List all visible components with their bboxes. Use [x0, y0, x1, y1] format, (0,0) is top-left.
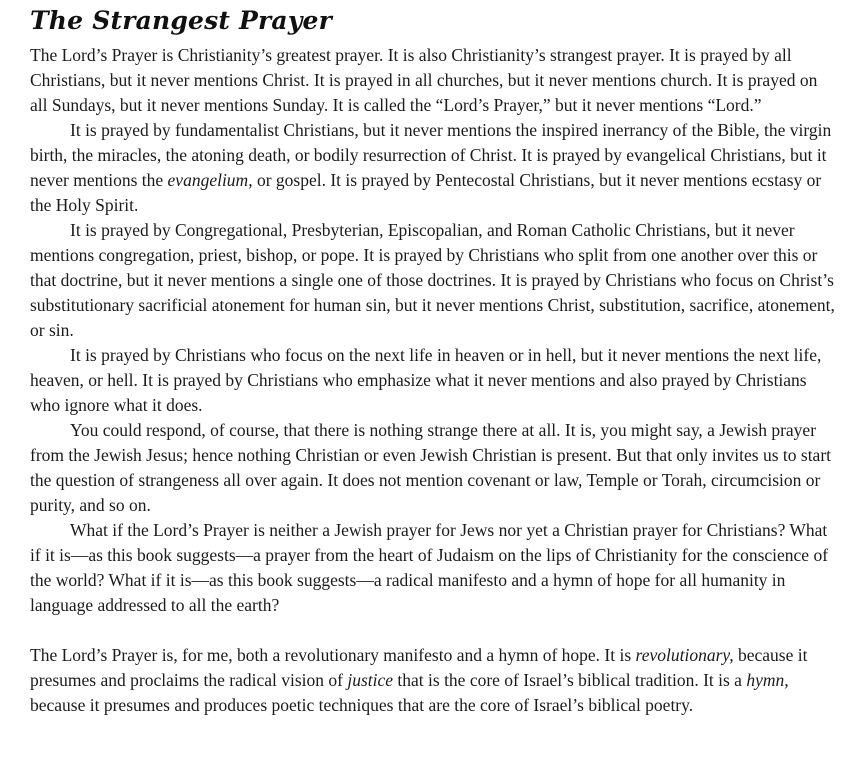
- text-run: or gospel. It is prayed by Pentecostal Christians, but it never mentions ecstasy or the Holy Spirit.: [30, 170, 822, 215]
- text-run: It is prayed by Congregational, Presbyterian, Episcopalian, and Roman Catholic Christians, but it never mentions congregation, priest, bishop, or pope. It is prayed by Christians who split from one another over this or that doctrine, but it never mentions a single one of those doctrines. It is prayed by Christians who focus on Christ’s substitutionary sacrificial atonement for human sin, but it never mentions Christ, substitution, sacrifice, atonement, or sin.: [30, 220, 835, 340]
- text-run: You could respond, of course, that there is nothing strange there at all. It is, you might say, a Jewish prayer from the Jewish Jesus; hence nothing Christian or even Jewish Christian is present. But that only invites us to start the question of strangeness all over again. It does not mention covenant or law, Temple or Torah, circumcision or purity, and so on.: [30, 420, 832, 515]
- paragraph: [30, 518, 837, 618]
- paragraph: [30, 118, 837, 218]
- text-run: because it presumes and proclaims the radical vision of: [30, 645, 808, 690]
- text-run: because it presumes and produces poetic techniques that are the core of Israel’s biblical poetry.: [30, 695, 694, 715]
- text-run: It is prayed by Christians who focus on the next life in heaven or in hell, but it never mentions the next life, heaven, or hell. It is prayed by Christians who emphasize what it never mentions and also prayed by Christians who ignore what it does.: [30, 345, 822, 415]
- paragraph: [30, 218, 837, 343]
- paragraph: [30, 418, 837, 518]
- page-body: [30, 43, 837, 718]
- text-run: that is the core of Israel’s biblical tradition. It is a: [393, 670, 747, 690]
- italic-text-run: hymn,: [746, 670, 789, 690]
- page-title: The Strangest Prayer: [30, 6, 333, 35]
- text-run: The Lord’s Prayer is, for me, both a revolutionary manifesto and a hymn of hope. It is: [30, 645, 636, 665]
- paragraph: [30, 43, 837, 118]
- paragraph: [30, 643, 837, 718]
- text-run: The Lord’s Prayer is Christianity’s greatest prayer. It is also Christianity’s strangest prayer. It is prayed by all Christians, but it never mentions Christ. It is prayed in all churches, but it never mentions church. It is prayed on all Sundays, but it never mentions Sunday. It is called the “Lord’s Prayer,” but it never mentions “Lord.”: [30, 45, 818, 115]
- text-run: It is prayed by fundamentalist Christians, but it never mentions the inspired inerrancy of the Bible, the virgin birth, the miracles, the atoning death, or bodily resurrection of Christ. It is prayed by evangelical Christians, but it never mentions the: [30, 120, 832, 190]
- paragraph: [30, 343, 837, 418]
- italic-text-run: revolutionary,: [635, 645, 734, 665]
- italic-text-run: evangelium,: [167, 170, 253, 190]
- text-run: What if the Lord’s Prayer is neither a Jewish prayer for Jews nor yet a Christian prayer for Christians? What if it is—as this book suggests—a prayer from the heart of Judaism on the lips of Christianity for the conscience of the world? What if it is—as this book suggests—a radical manifesto and a hymn of hope for all humanity in language addressed to all the earth?: [30, 520, 829, 615]
- italic-text-run: justice: [347, 670, 394, 690]
